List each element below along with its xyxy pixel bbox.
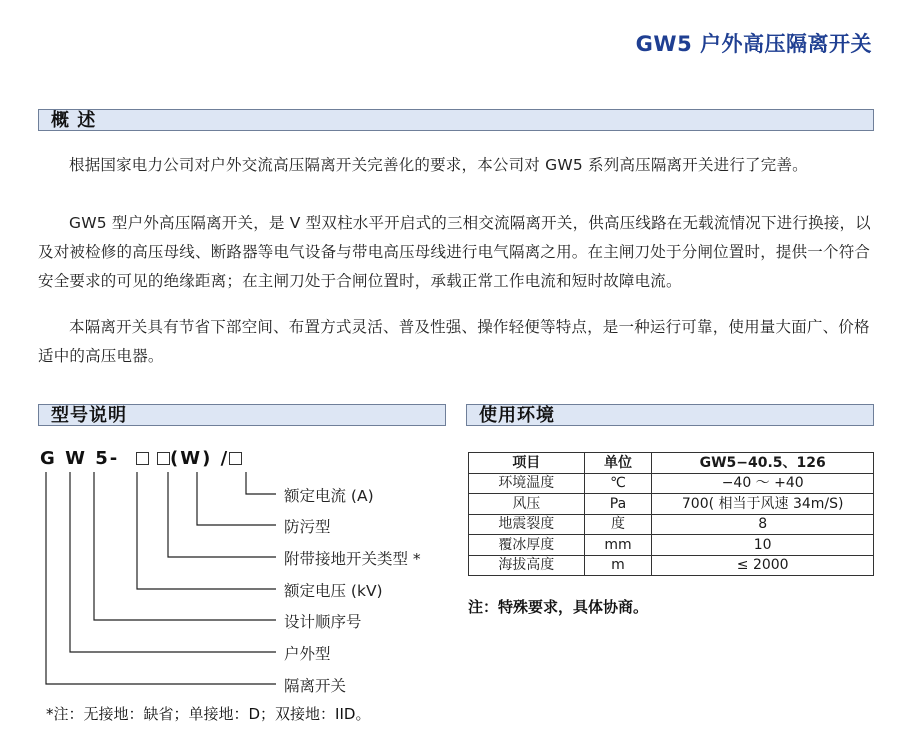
model-label-grounding-type: 附带接地开关类型 * (284, 550, 421, 568)
table-cell: 风压 (469, 494, 585, 515)
table-cell: Pa (584, 494, 652, 515)
model-code-w: W (65, 448, 87, 469)
model-footnote: *注：无接地：缺省；单接地：D；双接地：IID。 (46, 705, 371, 723)
table-cell: m (584, 555, 652, 576)
bracket-line-outdoor (70, 472, 276, 652)
placeholder-box-1 (136, 452, 149, 465)
column-header-item: 项目 (469, 453, 585, 474)
table-cell: 700( 相当于风速 34m/S) (652, 494, 874, 515)
table-cell: 环境温度 (469, 473, 585, 494)
bracket-line-design-seq (94, 472, 276, 620)
table-cell: ≤ 2000 (652, 555, 874, 576)
model-heading: 型号说明 (38, 404, 446, 426)
environment-heading: 使用环境 (466, 404, 874, 426)
model-label-anti-fouling: 防污型 (284, 518, 331, 536)
overview-paragraph-3: 本隔离开关具有节省下部空间、布置方式灵活、普及性强、操作轻便等特点，是一种运行可靠，使用量大面广、价格适中的高压电器。 (38, 318, 870, 365)
table-row (469, 555, 874, 576)
table-header-row (469, 453, 874, 474)
table-cell: 8 (652, 514, 874, 535)
model-code-w-suffix: (W) (170, 448, 213, 469)
bracket-line-grounding (168, 472, 276, 557)
table-cell: 度 (584, 514, 652, 535)
column-header-unit: 单位 (584, 453, 652, 474)
table-cell: 海拔高度 (469, 555, 585, 576)
table-cell: 覆冰厚度 (469, 535, 585, 556)
overview-paragraph-1: 根据国家电力公司对户外交流高压隔离开关完善化的要求，本公司对 GW5 系列高压隔离开关进行了完善。 (69, 156, 808, 174)
bracket-line-disconnector (46, 472, 276, 684)
table-row (469, 535, 874, 556)
table-cell: −40 ～ +40 (652, 473, 874, 494)
overview-paragraph-2: GW5 型户外高压隔离开关，是 V 型双柱水平开启式的三相交流隔离开关，供高压线路在无载流情况下进行换接，以及对被检修的高压母线、断路器等电气设备与带电高压母线进行电气隔离之用。在主闸刀处于分闸位置时，提供一个符合安全要求的可见的绝缘距离；在主闸刀处于合闸位置时，承载正常工作电流和短时故障电流。 (38, 214, 871, 290)
environment-table (468, 452, 874, 576)
model-label-rated-current: 额定电流 (A) (284, 487, 374, 505)
placeholder-box-3 (229, 452, 242, 465)
table-row (469, 514, 874, 535)
environment-note: 注：特殊要求，具体协商。 (468, 598, 649, 616)
table-cell: 10 (652, 535, 874, 556)
model-label-design-seq: 设计顺序号 (284, 613, 362, 631)
placeholder-box-2 (157, 452, 170, 465)
table-cell: 地震裂度 (469, 514, 585, 535)
model-label-outdoor: 户外型 (284, 645, 331, 663)
model-code-dash: - (109, 448, 120, 469)
table-row (469, 473, 874, 494)
column-header-model: GW5−40.5、126 (652, 453, 874, 474)
model-code (40, 448, 242, 469)
table-row (469, 494, 874, 515)
model-code-5: 5 (95, 448, 110, 469)
model-code-g: G (40, 448, 57, 469)
page-title: GW5 户外高压隔离开关 (635, 32, 872, 56)
model-code-slash: / (220, 448, 230, 469)
bracket-line-rated-current (246, 472, 276, 494)
bracket-line-anti-fouling (197, 472, 276, 525)
bracket-line-rated-voltage (137, 472, 276, 589)
table-cell: mm (584, 535, 652, 556)
model-label-disconnector: 隔离开关 (284, 677, 347, 695)
table-cell: ℃ (584, 473, 652, 494)
model-label-rated-voltage: 额定电压 (kV) (284, 582, 383, 600)
overview-heading: 概 述 (38, 109, 874, 131)
